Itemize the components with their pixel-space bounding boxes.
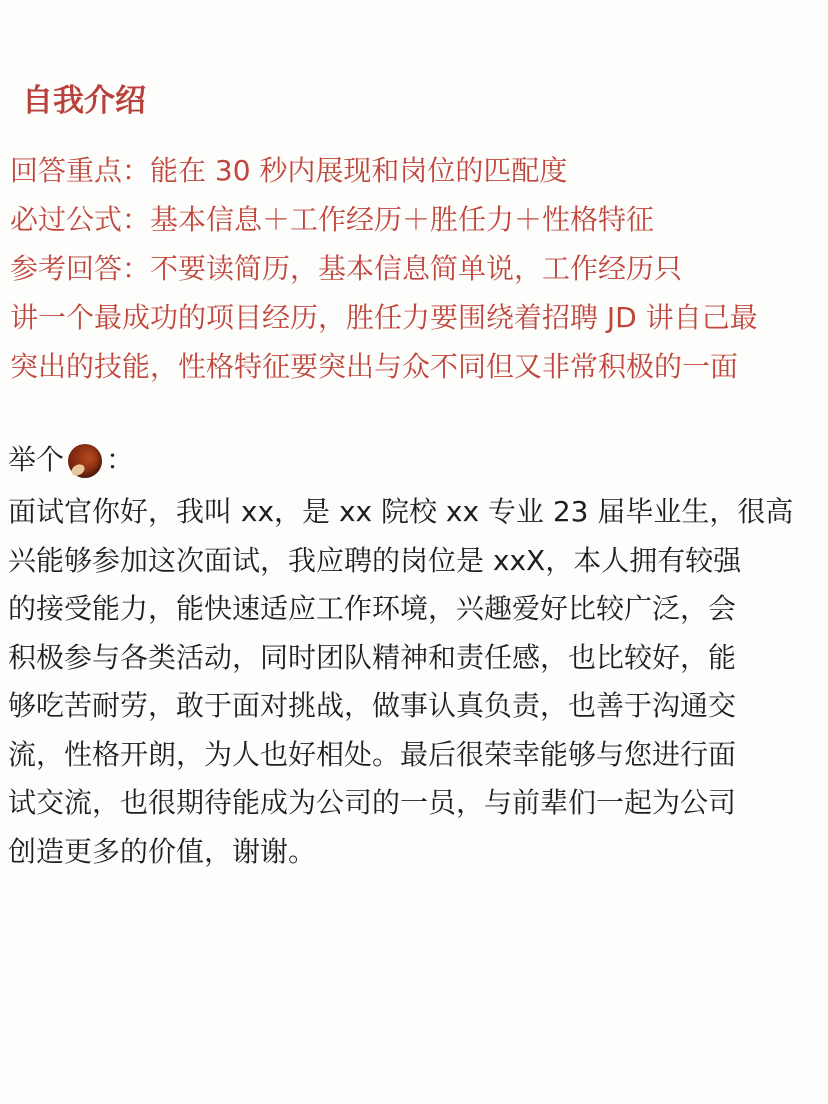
sample-line: 面试官你好，我叫 xx，是 xx 院校 xx 专业 23 届毕业生，很高: [8, 495, 794, 528]
guide-line-reference-cont-2: 突出的技能，性格特征要突出与众不同但又非常积极的一面: [10, 350, 739, 383]
chestnut-icon: [68, 444, 102, 478]
sample-answer: [8, 488, 820, 876]
sample-line: 创造更多的价值，谢谢。: [8, 834, 317, 868]
answer-guide: [10, 146, 822, 391]
sample-line: 积极参与各类活动，同时团队精神和责任感，也比较好，能: [8, 640, 737, 674]
sample-line: 够吃苦耐劳，敢于面对挑战，做事认真负责，也善于沟通交: [8, 689, 737, 722]
sample-line: 兴能够参加这次面试，我应聘的岗位是 xxX，本人拥有较强: [8, 543, 742, 577]
example-colon: ：: [106, 443, 135, 476]
guide-line-reference: 参考回答：不要读简历，基本信息简单说，工作经历只: [10, 252, 683, 285]
sample-line: 试交流，也很期待能成为公司的一员，与前辈们一起为公司: [8, 786, 737, 819]
guide-line-key-point: 回答重点：能在 30 秒内展现和岗位的匹配度: [10, 154, 568, 187]
sample-line: 流，性格开朗，为人也好相处。最后很荣幸能够与您进行面: [8, 737, 737, 771]
guide-line-formula: 必过公式：基本信息＋工作经历＋胜任力＋性格特征: [10, 203, 655, 236]
example-label: 举个: [8, 443, 65, 476]
page-title: 自我介绍: [22, 83, 146, 119]
example-heading: [8, 436, 134, 484]
sample-line: 的接受能力，能快速适应工作环境，兴趣爱好比较广泛，会: [8, 592, 737, 625]
guide-line-reference-cont-1: 讲一个最成功的项目经历，胜任力要围绕着招聘 JD 讲自己最: [10, 301, 758, 334]
